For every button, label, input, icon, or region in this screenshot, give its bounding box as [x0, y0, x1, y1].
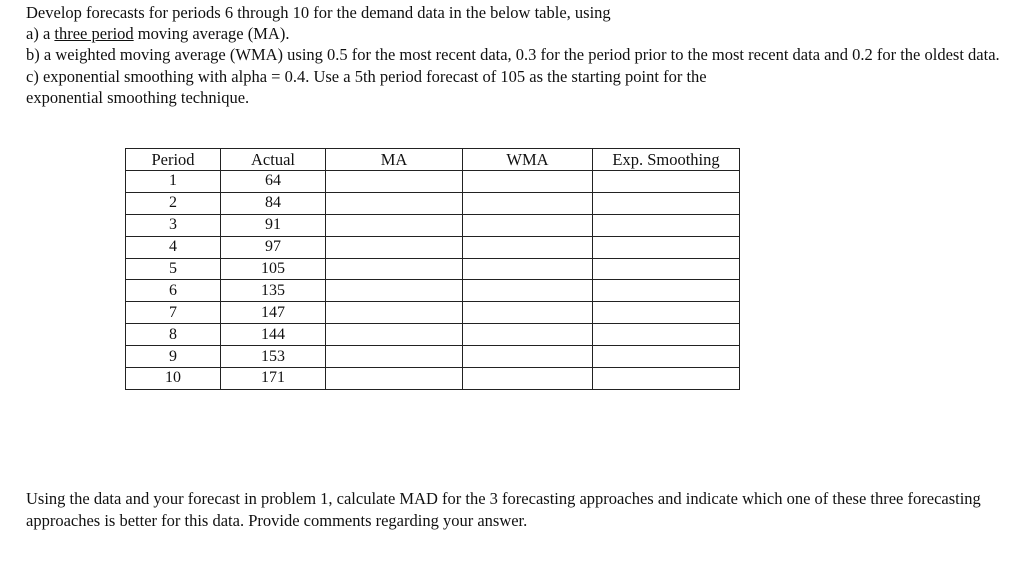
ma-cell: [326, 302, 463, 324]
period-cell: 5: [126, 258, 221, 280]
actual-cell: 135: [221, 280, 326, 302]
wma-cell: [463, 368, 593, 390]
part-a-suffix: moving average (MA).: [133, 24, 290, 44]
table-header-row: [126, 149, 740, 171]
ma-cell: [326, 192, 463, 214]
exp-smoothing-cell: [593, 171, 740, 193]
period-cell: 6: [126, 280, 221, 302]
exp-smoothing-cell: [593, 214, 740, 236]
part-a-prefix: a) a: [26, 24, 55, 44]
table-row: [126, 171, 740, 193]
wma-cell: [463, 258, 593, 280]
exp-smoothing-cell: [593, 192, 740, 214]
header-wma: WMA: [463, 149, 593, 171]
wma-cell: [463, 192, 593, 214]
wma-cell: [463, 324, 593, 346]
header-period: Period: [126, 149, 221, 171]
period-cell: 3: [126, 214, 221, 236]
ma-cell: [326, 236, 463, 258]
wma-cell: [463, 302, 593, 324]
actual-cell: 105: [221, 258, 326, 280]
period-cell: 10: [126, 368, 221, 390]
actual-cell: 64: [221, 171, 326, 193]
actual-cell: 153: [221, 346, 326, 368]
table-row: [126, 302, 740, 324]
ma-cell: [326, 346, 463, 368]
exp-smoothing-cell: [593, 258, 740, 280]
actual-cell: 84: [221, 192, 326, 214]
table-row: [126, 280, 740, 302]
part-c: c) exponential smoothing with alpha = 0.4. Use a 5th period forecast of 105 as the starting point for the exponential smoothing technique.: [26, 66, 707, 107]
table-row: [126, 346, 740, 368]
ma-cell: [326, 324, 463, 346]
header-actual: Actual: [221, 149, 326, 171]
exp-smoothing-cell: [593, 302, 740, 324]
wma-cell: [463, 280, 593, 302]
part-a-underlined: three period: [54, 24, 134, 44]
exp-smoothing-cell: [593, 280, 740, 302]
part-b: b) a weighted moving average (WMA) using 0.5 for the most recent data, 0.3 for the period prior to the most recent data and 0.2 for the oldest data.: [26, 45, 1000, 65]
intro-line: Develop forecasts for periods 6 through 10 for the demand data in the below table, using: [26, 3, 611, 22]
actual-cell: 171: [221, 368, 326, 390]
ma-cell: [326, 214, 463, 236]
wma-cell: [463, 236, 593, 258]
exp-smoothing-cell: [593, 324, 740, 346]
period-cell: 4: [126, 236, 221, 258]
header-ma: MA: [326, 149, 463, 171]
period-cell: 1: [126, 171, 221, 193]
ma-cell: [326, 258, 463, 280]
actual-cell: 147: [221, 302, 326, 324]
ma-cell: [326, 171, 463, 193]
wma-cell: [463, 346, 593, 368]
table-row: [126, 214, 740, 236]
actual-cell: 144: [221, 324, 326, 346]
period-cell: 2: [126, 192, 221, 214]
forecast-table: [125, 148, 740, 390]
wma-cell: [463, 214, 593, 236]
problem-statement: [26, 2, 1016, 108]
ma-cell: [326, 280, 463, 302]
table-row: [126, 192, 740, 214]
header-exp-smoothing: Exp. Smoothing: [593, 149, 740, 171]
table-row: [126, 324, 740, 346]
actual-cell: 91: [221, 214, 326, 236]
table-row: [126, 258, 740, 280]
exp-smoothing-cell: [593, 236, 740, 258]
period-cell: 8: [126, 324, 221, 346]
actual-cell: 97: [221, 236, 326, 258]
exp-smoothing-cell: [593, 368, 740, 390]
followup-question: Using the data and your forecast in problem 1, calculate MAD for the 3 forecasting approaches and indicate which one of these three forecasting approaches is better for this data. Provide comments regarding your answer.: [26, 489, 981, 530]
exp-smoothing-cell: [593, 346, 740, 368]
ma-cell: [326, 368, 463, 390]
table-row: [126, 236, 740, 258]
period-cell: 7: [126, 302, 221, 324]
part-a: [26, 23, 1016, 44]
wma-cell: [463, 171, 593, 193]
period-cell: 9: [126, 346, 221, 368]
table-row: [126, 368, 740, 390]
